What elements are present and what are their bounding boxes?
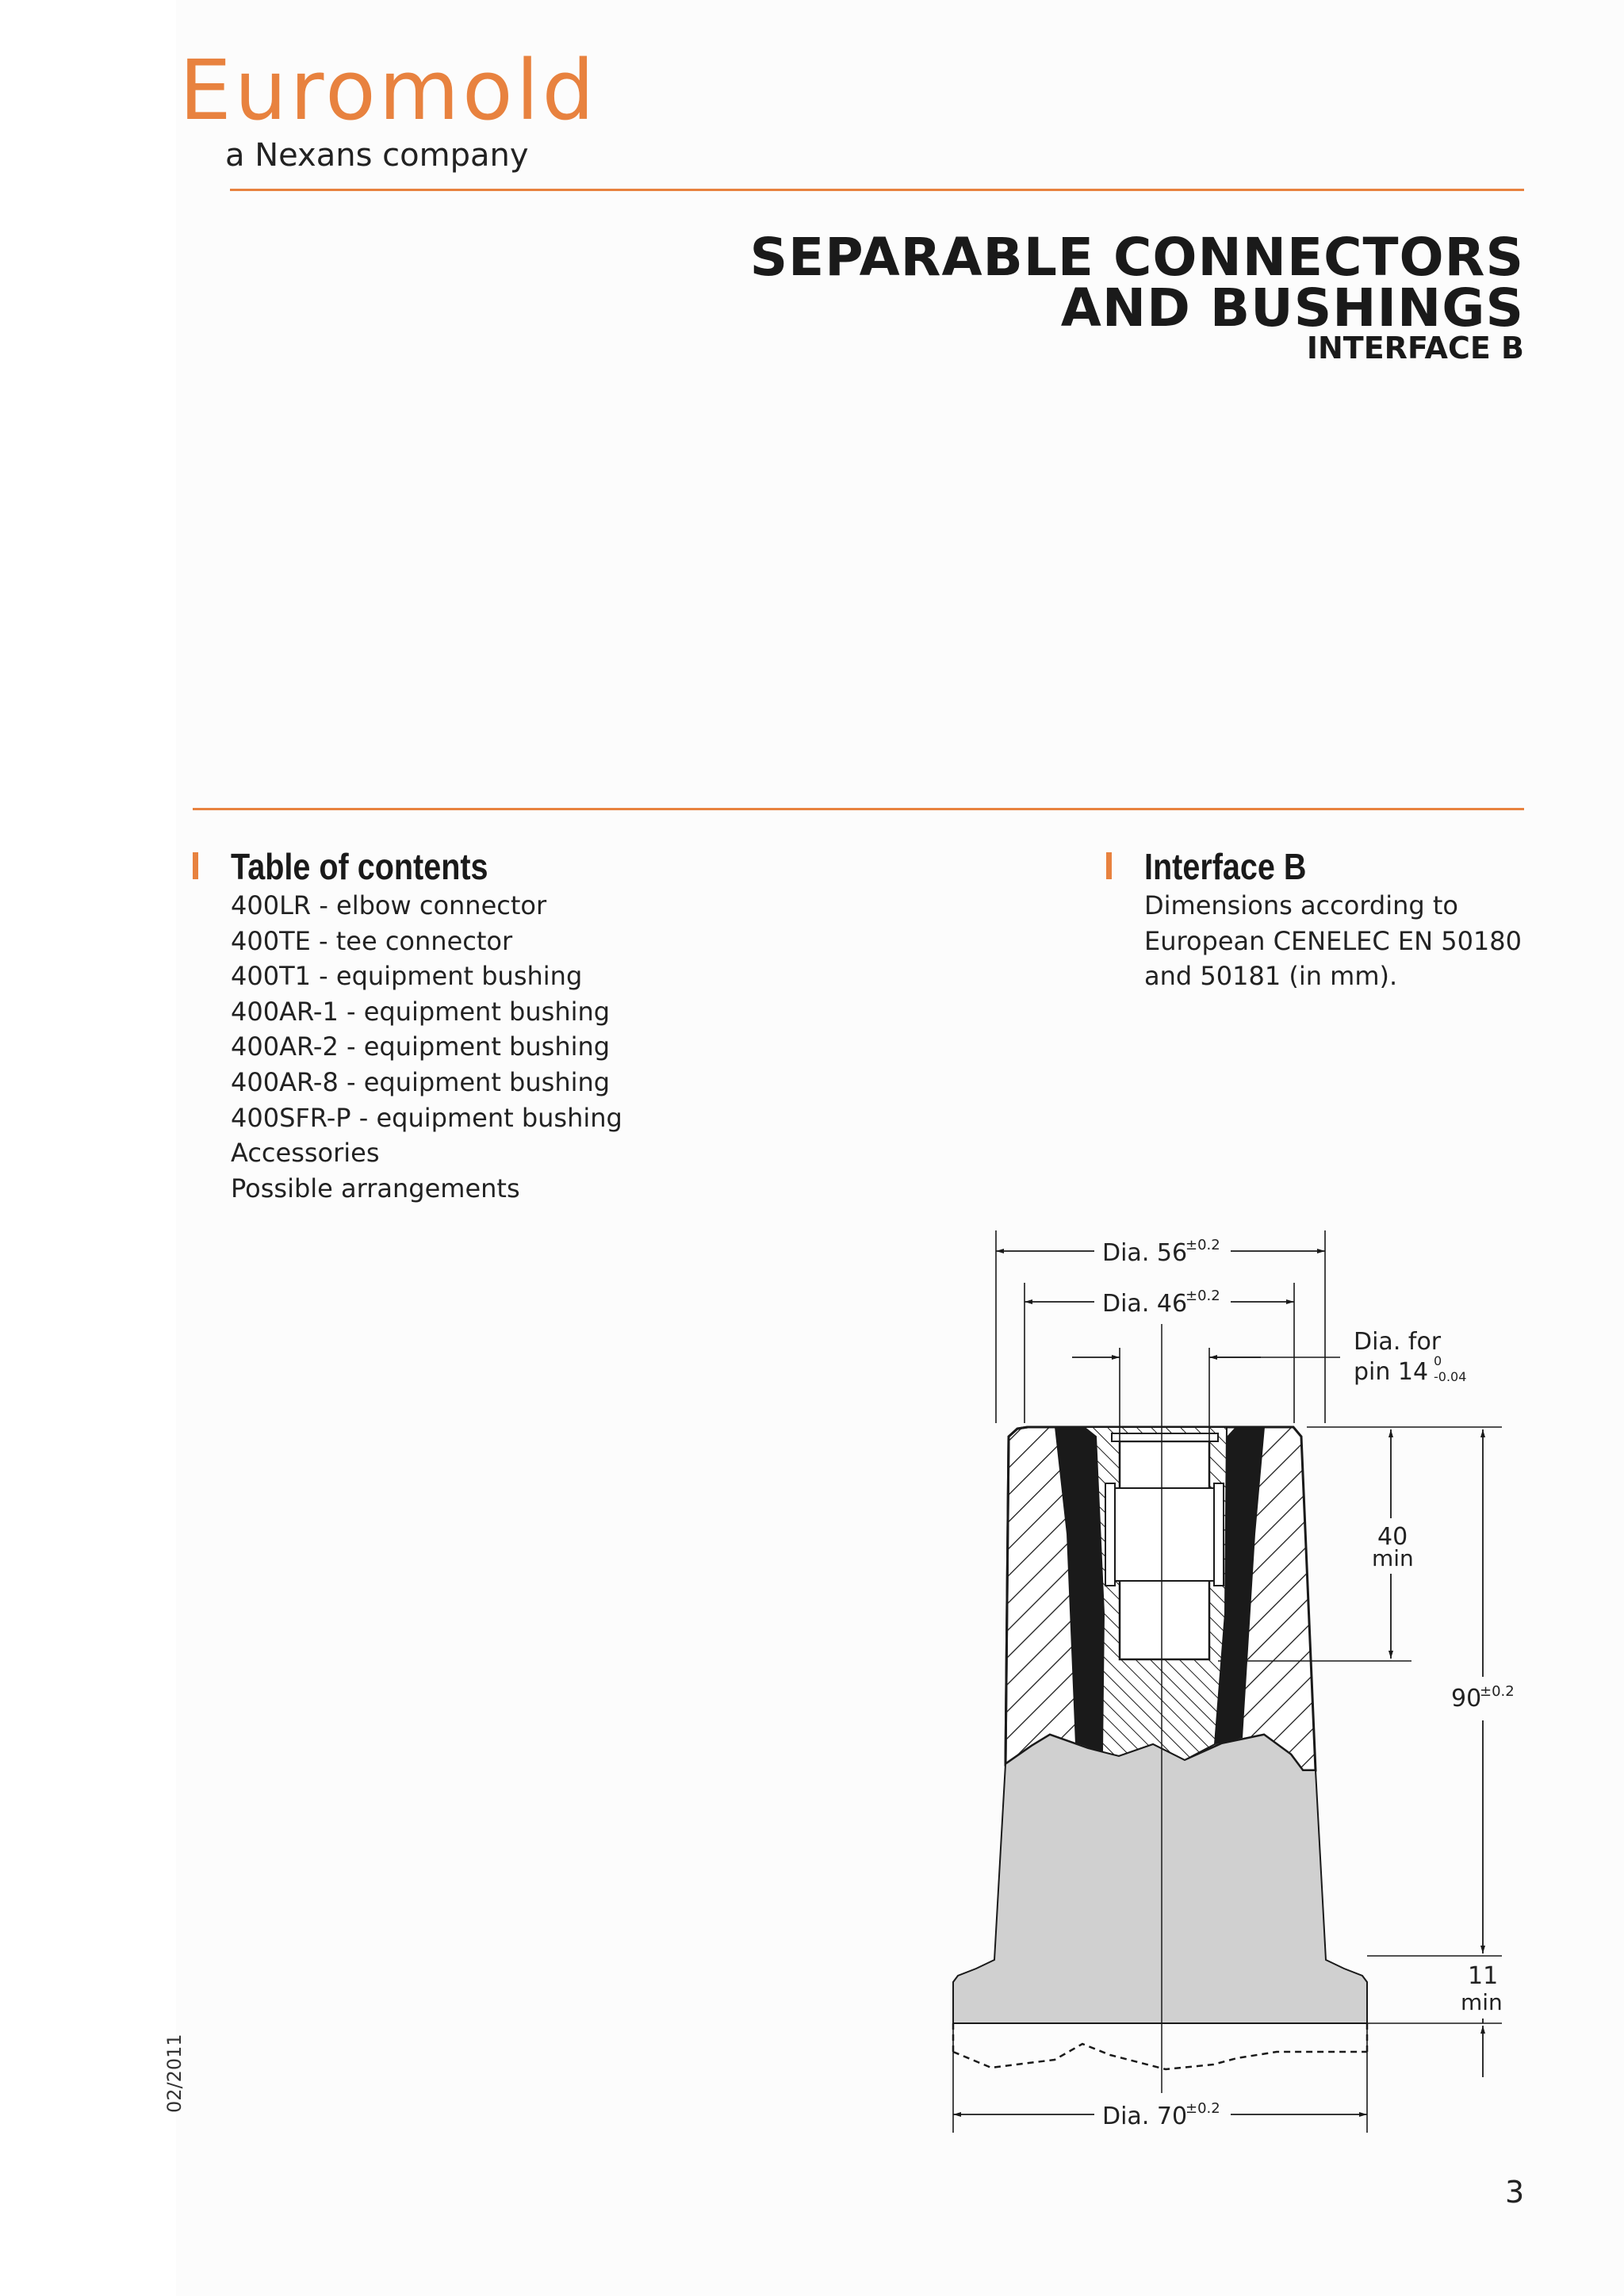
toc-item: 400LR - elbow connector: [231, 890, 547, 920]
pin-tolerance-upper: 0: [1434, 1353, 1442, 1368]
toc-heading: Table of contents: [231, 846, 488, 887]
dim11-sub: min: [1461, 1989, 1503, 2015]
document-subtitle: INTERFACE B: [1306, 331, 1524, 365]
dim90-tolerance: ±0.2: [1480, 1683, 1515, 1700]
description-line: European CENELEC EN 50180: [1144, 925, 1522, 956]
description-line: and 50181 (in mm).: [1144, 961, 1398, 992]
toc-item: 400AR-2 - equipment bushing: [231, 1031, 611, 1062]
document-title-line2: AND BUSHINGS: [1060, 277, 1524, 339]
logo-tagline: a Nexans company: [225, 137, 529, 174]
dia70-label: Dia. 70: [1102, 2103, 1188, 2130]
dia70-tolerance: ±0.2: [1185, 2100, 1220, 2117]
dia46-label: Dia. 46: [1102, 1290, 1188, 1318]
dia46-tolerance: ±0.2: [1185, 1288, 1220, 1304]
pin-tolerance-lower: -0.04: [1434, 1369, 1467, 1384]
toc-item: 400AR-8 - equipment bushing: [231, 1066, 611, 1097]
toc-item: Possible arrangements: [231, 1173, 520, 1203]
dim90-label: 90: [1451, 1685, 1482, 1712]
pin-label-line1: Dia. for: [1354, 1328, 1442, 1356]
toc-item: Accessories: [231, 1138, 380, 1169]
dia56-tolerance: ±0.2: [1185, 1237, 1220, 1253]
toc-item: 400TE - tee connector: [231, 925, 513, 956]
toc-item: 400SFR-P - equipment bushing: [231, 1102, 622, 1133]
dim40-sub: min: [1372, 1545, 1414, 1571]
dia56-label: Dia. 56: [1102, 1239, 1188, 1267]
document-title-line1: SEPARABLE CONNECTORS: [749, 227, 1524, 288]
toc-item: 400T1 - equipment bushing: [231, 961, 583, 992]
interface-heading: Interface B: [1144, 846, 1307, 887]
toc-item: 400AR-1 - equipment bushing: [231, 996, 611, 1027]
euromold-logo: Euromold: [179, 42, 598, 139]
pin-label-line2: pin 14: [1354, 1358, 1429, 1386]
contact-fingers: [1105, 1483, 1224, 1586]
bushing-base-grey: [953, 1735, 1367, 2023]
dim40-label: 40: [1377, 1523, 1408, 1551]
publication-date: 02/2011: [163, 2034, 186, 2113]
page-number: 3: [1505, 2175, 1525, 2210]
socket-shoulder: [1112, 1433, 1218, 1441]
description-line: Dimensions according to: [1144, 890, 1458, 920]
dim11-label: 11: [1468, 1962, 1499, 1990]
